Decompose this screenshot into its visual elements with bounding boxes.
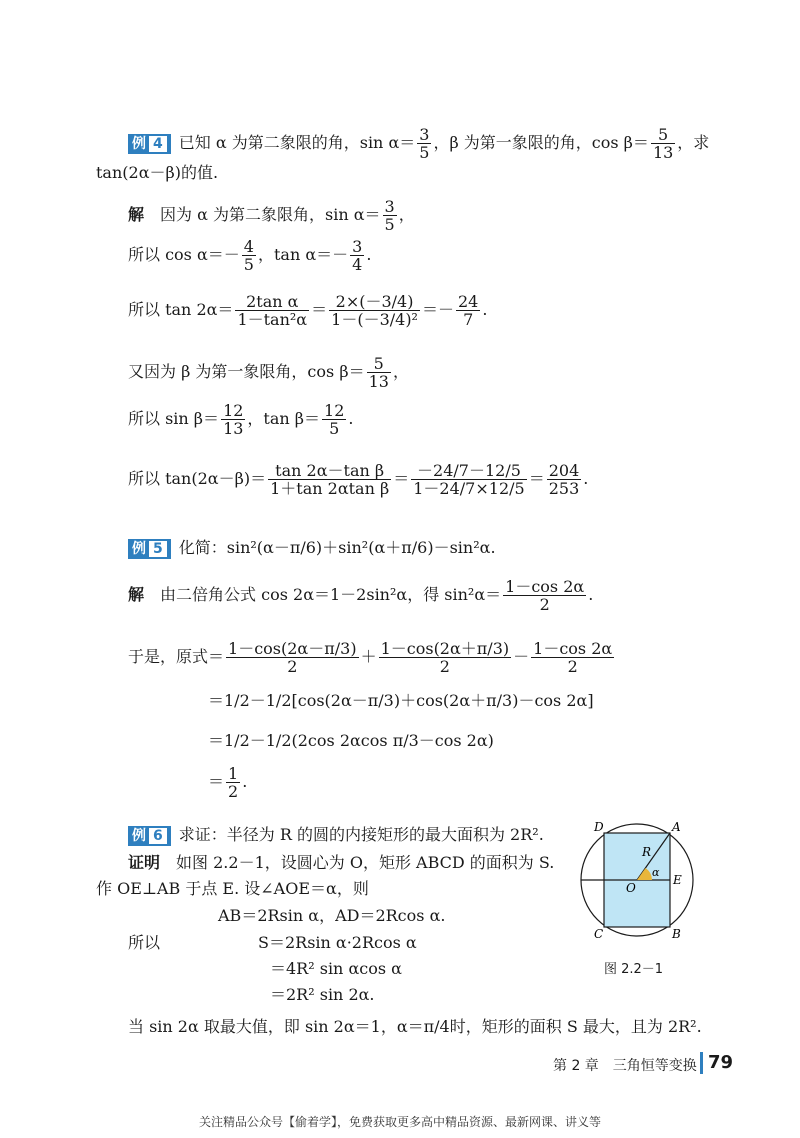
page-number: 79 (708, 1052, 734, 1073)
fig-label-E: E (673, 873, 682, 887)
page-number-bar (700, 1052, 703, 1074)
ex4-sol-2: 所以 cos α＝－ $\frac{4}{5}$ ，tan α＝－ $\frac{3}{4}$ . (128, 237, 372, 274)
figure-circle-rectangle (572, 818, 702, 948)
ex5-badge: 例 5 (128, 539, 171, 559)
ex4-sol-5: 所以 sin β＝ $\frac{12}{13}$ ，tan β＝ $\frac{12}{5}$ . (128, 401, 354, 438)
ex4-problem-line1: 例 4 已知 α 为第二象限的角，sin α＝ $\frac{3}{5}$ ，β 为第一象限的角，cos β＝ $\frac{5}{13}$ ，求 (128, 126, 709, 161)
fig-label-B: B (672, 927, 681, 941)
ex4-badge: 例 4 (128, 134, 171, 154)
ex5-line-1: 于是，原式＝ $\frac{1-\cos(2\alpha-\pi/3)}{2}$ ＋ $\frac{1-\cos(2\alpha+\pi/3)}{2}$ － $\frac{1-\cos 2\alpha}{2}$ (128, 639, 613, 676)
fig-label-R: R (642, 845, 652, 859)
ex5-line-3: ＝1/2－1/2(2cos 2αcos π/3－cos 2α) (208, 731, 494, 750)
ex6-proof-2: 作 OE⊥AB 于点 E. 设∠AOE＝α，则 (96, 879, 369, 898)
fig-label-O: O (626, 881, 636, 895)
ex4-problem-line2: tan(2α－β)的值. (96, 163, 219, 182)
ex6-proof-4: S＝2Rsin α·2Rcos α (258, 933, 417, 952)
ex6-proof-5: ＝4R² sin αcos α (270, 959, 402, 978)
ex6-proof-1: 证明 如图 2.2－1，设圆心为 O，矩形 ABCD 的面积为 S. (128, 853, 555, 872)
ex6-proof-7: 当 sin 2α 取最大值，即 sin 2α＝1，α＝π/4时，矩形的面积 S 最大，且为 2R². (128, 1017, 702, 1036)
ex5-line-2: ＝1/2－1/2[cos(2α－π/3)＋cos(2α＋π/3)－cos 2α] (208, 691, 594, 710)
ex6-proof-3: AB＝2Rsin α，AD＝2Rcos α. (218, 906, 446, 925)
ex6-proof-6: ＝2R² sin 2α. (270, 985, 375, 1004)
ex4-sol-6: 所以 tan(2α－β)＝ $\frac{\text{tan 2α－tan β}}{\text{1＋tan 2αtan β}}$ ＝ $\frac{-24/7-12/5}{1-24/7\times 12/5}$ ＝ $\frac{204}{253}$ . (128, 461, 589, 498)
ex5-problem: 例 5 化简：sin²(α－π/6)＋sin²(α＋π/6)－sin²α. (128, 537, 496, 559)
footer-notice: 关注精品公众号【偷着学】，免费获取更多高中精品资源、最新网课、讲义等 (198, 1115, 601, 1129)
fig-label-D: D (594, 820, 604, 834)
ex4-sol-3: 所以 tan 2α＝ $\frac{\text{2tan α}}{\text{1－tan²α}}$ ＝ $\frac{2\times(-3/4)}{\text{1－(－3/4)²}}$ ＝－ $\frac{24}{7}$ . (128, 292, 488, 329)
ex6-problem: 例 6 求证：半径为 R 的圆的内接矩形的最大面积为 2R². (128, 824, 544, 846)
chapter-title: 第 2 章 三角恒等变换 (553, 1058, 697, 1074)
ex5-sol-1: 解 由二倍角公式 cos 2α＝1－2sin²α，得 sin²α＝ $\frac{1-\cos 2\alpha}{2}$ . (128, 577, 594, 614)
fig-label-C: C (594, 927, 604, 941)
ex6-proof-4-label: 所以 (128, 933, 161, 952)
ex4-sol-4: 又因为 β 为第一象限角，cos β＝ $\frac{5}{13}$ ， (128, 354, 409, 391)
figure-caption: 图 2.2－1 (604, 962, 664, 977)
ex4-sol-1: 解 因为 α 为第二象限角，sin α＝ $\frac{3}{5}$ ， (128, 197, 415, 234)
ex6-badge: 例 6 (128, 826, 171, 846)
fig-label-A: A (672, 820, 681, 834)
ex5-line-4: ＝ $\frac{1}{2}$ . (208, 764, 248, 801)
fig-label-alpha: α (652, 866, 660, 879)
